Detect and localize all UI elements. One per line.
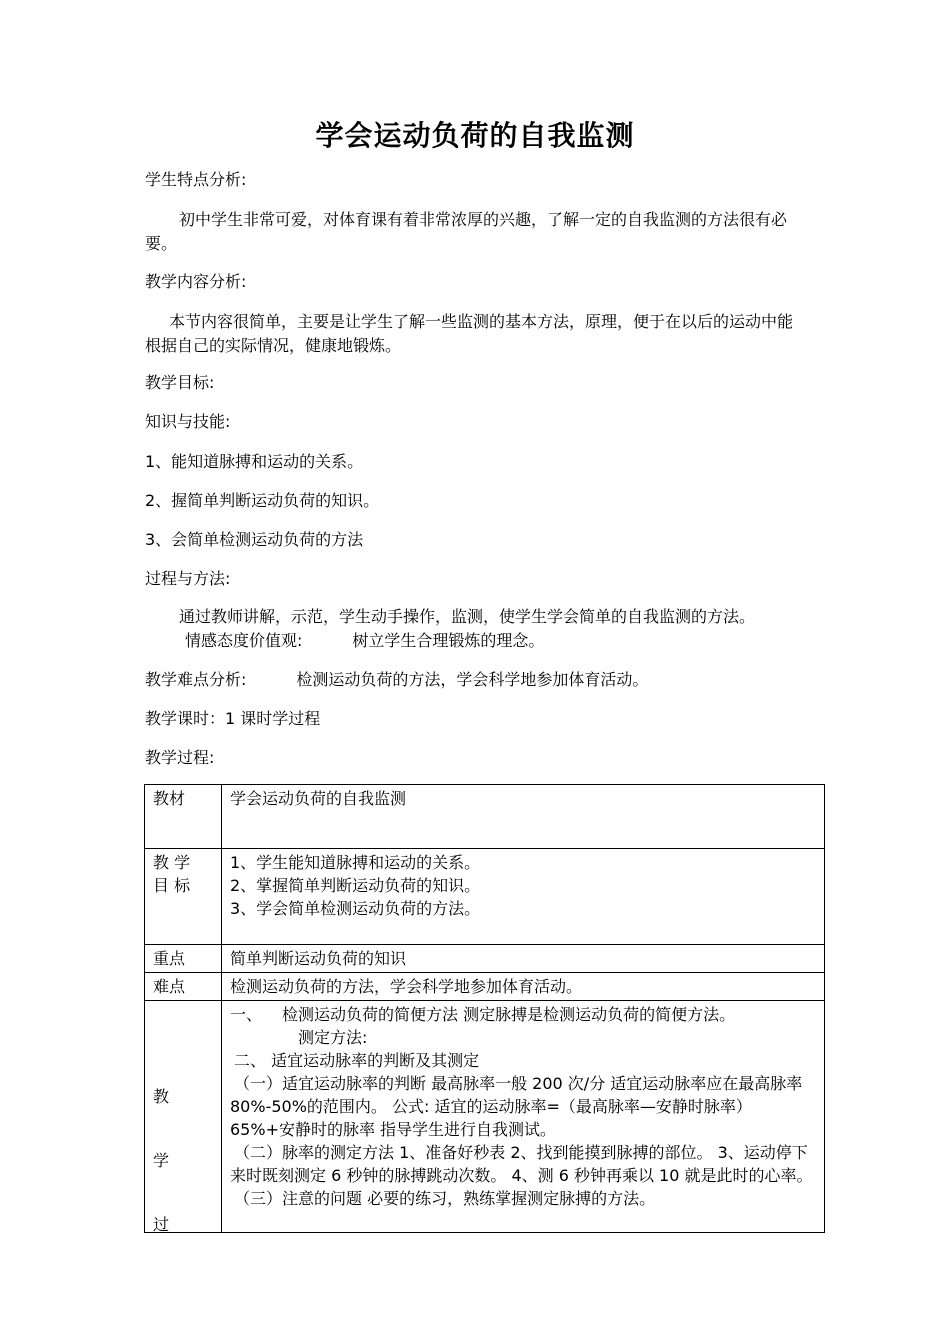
- difficulty-cell-value: 检测运动负荷的方法，学会科学地参加体育活动。: [222, 973, 825, 1001]
- goal-item: 2、掌握简单判断运动负荷的知识。: [230, 876, 481, 895]
- class-hours: 教学课时：1 课时学过程: [145, 709, 321, 728]
- table-row: [145, 973, 825, 1001]
- process-label: [145, 1001, 222, 1233]
- document-title: 学会运动负荷的自我监测: [315, 119, 635, 152]
- difficulty-label: 教学难点分析:: [145, 670, 247, 689]
- lesson-plan-table: [144, 784, 825, 1233]
- table-row: [145, 945, 825, 973]
- goals-heading: 教学目标:: [145, 373, 215, 392]
- table-row: [145, 849, 825, 945]
- table-row: [145, 1001, 825, 1233]
- difficulty-text: 检测运动负荷的方法，学会科学地参加体育活动。: [296, 670, 649, 689]
- difficulty-line: [145, 668, 815, 692]
- process-method-heading: 过程与方法:: [145, 569, 231, 588]
- material-label: 教材: [145, 785, 222, 849]
- process-heading: 教学过程:: [145, 748, 215, 767]
- process-line: 测定方法:: [298, 1028, 368, 1047]
- goal-item: 3、学会简单检测运动负荷的方法。: [230, 899, 481, 918]
- goal-item: 1、学生能知道脉搏和运动的关系。: [230, 853, 481, 872]
- attitude-line: [185, 629, 855, 653]
- key-point-value: 简单判断运动负荷的知识: [222, 945, 825, 973]
- table-row: [145, 785, 825, 849]
- knowledge-item: 3、会简单检测运动负荷的方法: [145, 530, 364, 549]
- process-label-char: 学: [153, 1151, 170, 1170]
- process-label-char: 教: [153, 1087, 170, 1106]
- goals-label-line: 目 标: [153, 876, 191, 895]
- goals-label-line: 教 学: [153, 853, 191, 872]
- student-analysis-heading: 学生特点分析:: [145, 170, 247, 189]
- goals-label: [145, 849, 222, 945]
- material-value: 学会运动负荷的自我监测: [222, 785, 825, 849]
- process-line: （一）适宜运动脉率的判断 最高脉率一般 200 次/分 适宜运动脉率应在最高脉率 80%-50%的范围内。 公式: 适宜的运动脉率=（最高脉率—安静时脉率）65%+安静时的脉率 指导学生进行自我测试。: [230, 1074, 803, 1139]
- goals-cell: [222, 849, 825, 945]
- content-analysis-text: 本节内容很简单，主要是让学生了解一些监测的基本方法，原理，便于在以后的运动中能根据自己的实际情况，健康地锻炼。: [145, 312, 794, 355]
- knowledge-item: 1、能知道脉搏和运动的关系。: [145, 452, 364, 471]
- process-line: 二、 适宜运动脉率的判断及其测定: [234, 1051, 480, 1070]
- process-label-char: 过: [153, 1215, 170, 1234]
- process-line: （三）注意的问题 必要的练习，熟练掌握测定脉搏的方法。: [234, 1189, 656, 1208]
- knowledge-item: 2、握简单判断运动负荷的知识。: [145, 491, 380, 510]
- process-cell: [222, 1001, 825, 1233]
- attitude-label: 情感态度价值观:: [185, 631, 303, 650]
- key-point-label: 重点: [145, 945, 222, 973]
- content-analysis-heading: 教学内容分析:: [145, 272, 247, 291]
- process-line: （二）脉率的测定方法 1、准备好秒表 2、找到能摸到脉搏的部位。 3、运动停下来时既刻测定 6 秒钟的脉搏跳动次数。 4、测 6 秒钟再乘以 10 就是此时的心率。: [230, 1143, 813, 1185]
- process-line: [230, 1003, 816, 1026]
- attitude-text: 树立学生合理锻炼的理念。: [352, 631, 545, 650]
- process-method-text: 通过教师讲解，示范，学生动手操作，监测，使学生学会简单的自我监测的方法。: [179, 607, 756, 626]
- knowledge-heading: 知识与技能:: [145, 412, 231, 431]
- process-line-number: 一、: [230, 1005, 263, 1024]
- student-analysis-text: 初中学生非常可爱，对体育课有着非常浓厚的兴趣，了解一定的自我监测的方法很有必要。: [145, 210, 788, 253]
- process-line-text: 检测运动负荷的简便方法 测定脉搏是检测运动负荷的简便方法。: [282, 1005, 736, 1024]
- difficulty-cell-label: 难点: [145, 973, 222, 1001]
